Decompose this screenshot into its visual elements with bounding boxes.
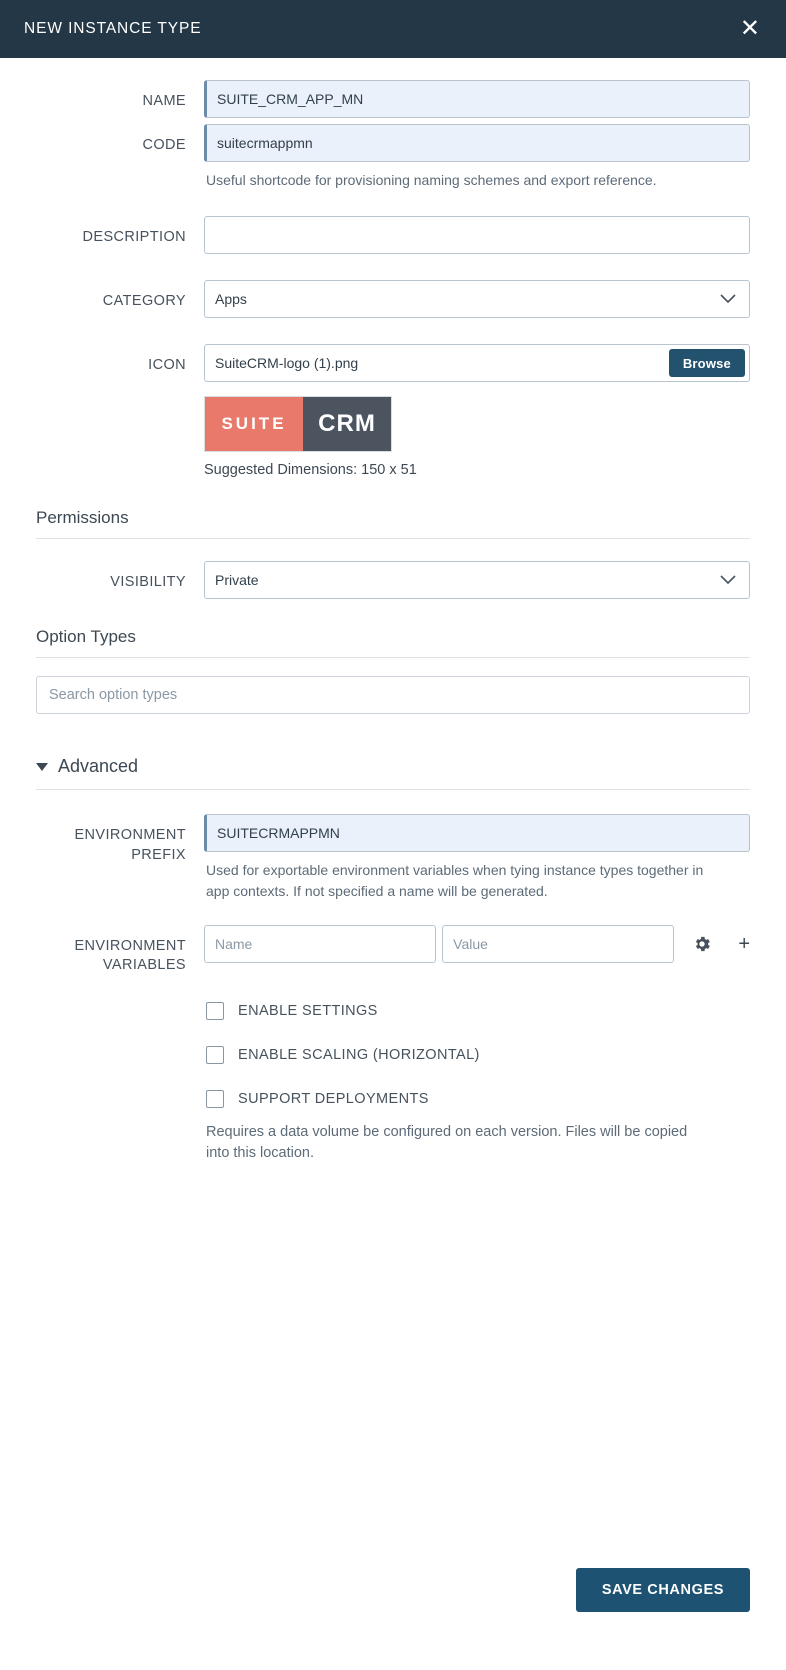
close-icon[interactable]: ✕	[739, 15, 760, 42]
permissions-divider	[36, 538, 750, 539]
instance-type-form	[0, 58, 786, 1164]
environment-prefix-label-line1: ENVIRONMENT	[74, 827, 186, 844]
search-input[interactable]	[36, 676, 750, 714]
code-label: CODE	[142, 137, 186, 153]
modal-footer	[0, 1568, 786, 1612]
environment-prefix-label	[36, 814, 204, 865]
logo-crm-text: CRM	[303, 397, 391, 451]
support-deployments-label: SUPPORT DEPLOYMENTS	[238, 1091, 429, 1108]
code-input[interactable]	[204, 124, 750, 162]
description-input[interactable]	[204, 216, 750, 254]
page-title: NEW INSTANCE TYPE	[24, 20, 202, 37]
icon-preview	[204, 396, 750, 478]
category-select[interactable]	[204, 280, 750, 318]
permissions-section-title: Permissions	[36, 508, 129, 528]
advanced-divider	[36, 789, 750, 790]
option-types-divider	[36, 657, 750, 658]
option-types-search-wrap	[36, 676, 750, 714]
name-label: NAME	[142, 93, 186, 109]
environment-prefix-field-wrap	[204, 814, 750, 901]
permissions-section	[36, 508, 750, 539]
name-row	[36, 80, 750, 118]
enable-scaling-checkbox[interactable]	[206, 1046, 224, 1064]
name-input[interactable]	[204, 80, 750, 118]
option-types-section-title: Option Types	[36, 627, 136, 647]
icon-dimensions-note: Suggested Dimensions: 150 x 51	[204, 462, 417, 479]
code-row	[36, 124, 750, 190]
description-label: DESCRIPTION	[82, 229, 186, 246]
icon-field-wrap	[204, 344, 750, 478]
option-types-section	[36, 627, 750, 658]
code-field-wrap	[204, 124, 750, 190]
environment-prefix-help-text: Used for exportable environment variables when tying instance types together in app contexts. If not specified a name will be generated.	[206, 862, 704, 899]
enable-settings-label: ENABLE SETTINGS	[238, 1003, 378, 1020]
enable-scaling-label: ENABLE SCALING (HORIZONTAL)	[238, 1047, 480, 1064]
advanced-title: Advanced	[58, 756, 139, 777]
advanced-section-toggle[interactable]	[36, 756, 750, 789]
icon-filename: SuiteCRM-logo (1).png	[215, 355, 359, 372]
description-row	[36, 216, 750, 254]
support-deployments-row[interactable]	[206, 1090, 750, 1108]
support-deployments-checkbox[interactable]	[206, 1090, 224, 1108]
env-var-value-input[interactable]	[442, 925, 674, 963]
gear-icon[interactable]	[692, 934, 712, 954]
support-deployments-help-text: Requires a data volume be configured on each version. Files will be copied into this location.	[206, 1124, 688, 1162]
visibility-label: VISIBILITY	[110, 574, 186, 591]
environment-variables-label-line1: ENVIRONMENT	[74, 937, 186, 954]
browse-button[interactable]: Browse	[669, 349, 745, 377]
icon-label: ICON	[148, 357, 186, 374]
environment-prefix-input[interactable]	[204, 814, 750, 852]
description-field-wrap	[204, 216, 750, 254]
category-label: CATEGORY	[102, 293, 186, 310]
enable-scaling-row[interactable]	[206, 1046, 750, 1064]
visibility-selected-value: Private	[204, 561, 750, 599]
environment-variables-label	[36, 925, 204, 976]
enable-settings-checkbox[interactable]	[206, 1002, 224, 1020]
visibility-select[interactable]	[204, 561, 750, 599]
caret-down-icon	[36, 763, 48, 771]
visibility-row	[36, 561, 750, 599]
environment-variables-row	[36, 925, 750, 976]
logo-suite-text: SUITE	[205, 397, 303, 451]
code-help-text: Useful shortcode for provisioning naming schemes and export reference.	[206, 172, 657, 188]
icon-file-input[interactable]	[204, 344, 750, 382]
environment-variables-label-line2: VARIABLES	[102, 957, 186, 974]
environment-variables-inputs	[204, 925, 750, 963]
add-env-var-icon[interactable]: +	[738, 932, 750, 955]
env-var-name-input[interactable]	[204, 925, 436, 963]
environment-prefix-label-line2: PREFIX	[131, 846, 186, 863]
category-row	[36, 280, 750, 318]
icon-row	[36, 344, 750, 478]
suitecrm-logo	[204, 396, 392, 452]
name-field-wrap	[204, 80, 750, 118]
save-changes-button[interactable]: SAVE CHANGES	[576, 1568, 750, 1612]
environment-prefix-row	[36, 814, 750, 901]
modal-titlebar	[0, 0, 786, 58]
category-selected-value: Apps	[204, 280, 750, 318]
enable-settings-row[interactable]	[206, 1002, 750, 1020]
